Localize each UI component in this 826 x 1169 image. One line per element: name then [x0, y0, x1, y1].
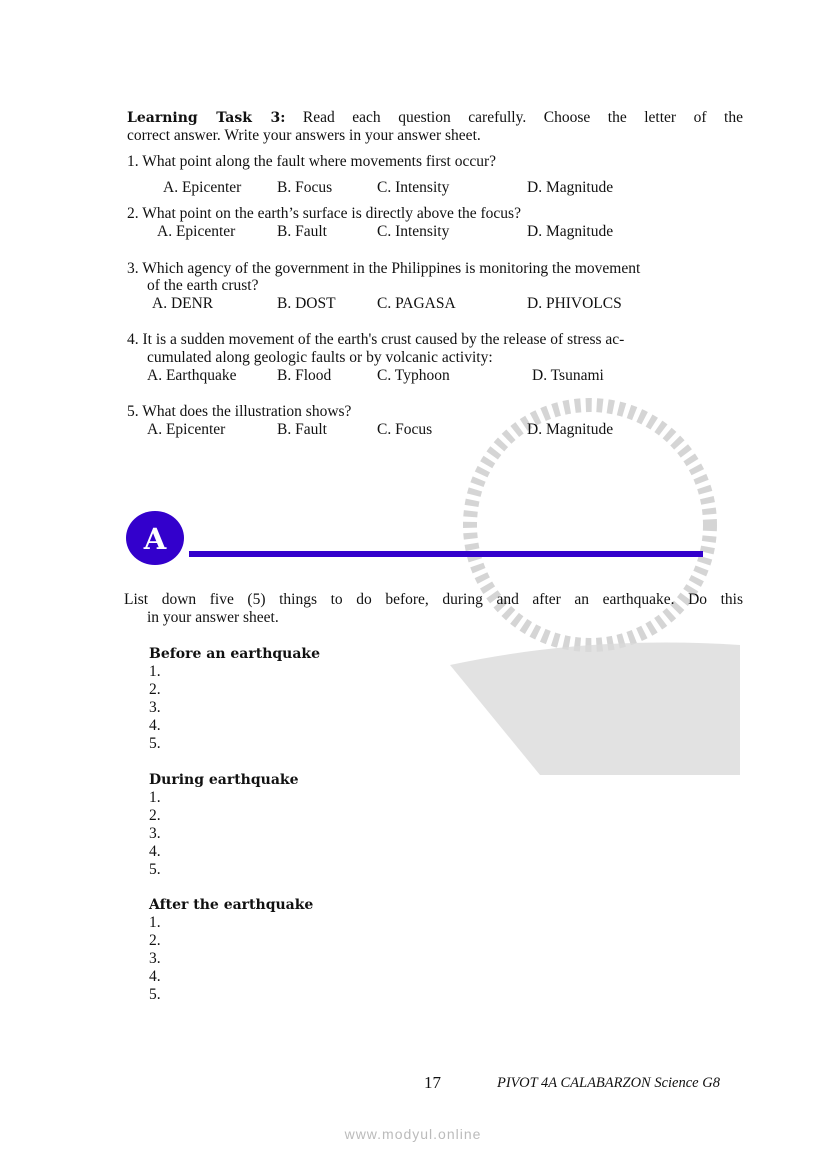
answer-blank-item: 4. — [149, 968, 161, 985]
answer-option: D. PHIVOLCS — [527, 295, 622, 312]
task-intro: Learning Task 3: Read each question carefully. Choose the letter of the — [127, 109, 743, 126]
question-text: 4. It is a sudden movement of the earth's crust caused by the release of stress ac- — [127, 331, 625, 348]
answer-option: C. Typhoon — [377, 367, 450, 384]
answer-option: C. Intensity — [377, 179, 450, 196]
answer-option: B. Focus — [277, 179, 333, 196]
question-text: 5. What does the illustration shows? — [127, 403, 352, 420]
group-heading: During earthquake — [149, 772, 299, 788]
answer-option: B. Flood — [277, 367, 332, 384]
answer-option: D. Magnitude — [527, 179, 614, 196]
answer-option: D. Magnitude — [527, 421, 614, 438]
footer-series: PIVOT 4A CALABARZON Science G8 — [497, 1075, 720, 1091]
answer-blank-item: 5. — [149, 735, 161, 752]
answer-option: A. Epicenter — [147, 421, 226, 438]
answer-blank-item: 2. — [149, 932, 161, 949]
question-text: 3. Which agency of the government in the Philippines is monitoring the movement — [127, 260, 641, 277]
question-text: cumulated along geologic faults or by volcanic activity: — [147, 349, 493, 366]
question-text: 2. What point on the earth’s surface is directly above the focus? — [127, 205, 521, 222]
answer-blank-item: 5. — [149, 986, 161, 1003]
answer-blank-item: 3. — [149, 699, 161, 716]
answer-blank-item: 2. — [149, 807, 161, 824]
answer-blank-item: 1. — [149, 914, 161, 931]
section-divider — [189, 551, 703, 557]
page-number: 17 — [424, 1073, 441, 1092]
answer-blank-item: 4. — [149, 843, 161, 860]
question-text: 1. What point along the fault where movements first occur? — [127, 153, 497, 170]
section-instructions: List down five (5) things to do before, during and after an earthquake. Do this — [124, 591, 743, 608]
group-heading: After the earthquake — [149, 897, 314, 913]
answer-option: B. Fault — [277, 421, 327, 438]
answer-blank-item: 3. — [149, 950, 161, 967]
answer-option: C. Intensity — [377, 223, 450, 240]
answer-blank-item: 4. — [149, 717, 161, 734]
section-badge: A — [126, 511, 184, 565]
answer-option: C. Focus — [377, 421, 433, 438]
answer-option: B. Fault — [277, 223, 327, 240]
answer-option: A. DENR — [152, 295, 214, 312]
answer-option: D. Tsunami — [532, 367, 604, 384]
answer-option: C. PAGASA — [377, 295, 456, 312]
answer-option: A. Epicenter — [163, 179, 242, 196]
question-text: of the earth crust? — [147, 277, 259, 294]
section-instructions-line2: in your answer sheet. — [147, 609, 279, 626]
site-watermark: www.modyul.online — [344, 1126, 482, 1142]
answer-blank-item: 3. — [149, 825, 161, 842]
group-heading: Before an earthquake — [149, 646, 321, 662]
answer-option: A. Epicenter — [157, 223, 236, 240]
answer-blank-item: 2. — [149, 681, 161, 698]
answer-blank-item: 1. — [149, 663, 161, 680]
answer-option: A. Earthquake — [147, 367, 237, 384]
task-intro-line2: correct answer. Write your answers in your answer sheet. — [127, 127, 481, 144]
answer-option: B. DOST — [277, 295, 336, 312]
answer-option: D. Magnitude — [527, 223, 614, 240]
answer-blank-item: 1. — [149, 789, 161, 806]
answer-blank-item: 5. — [149, 861, 161, 878]
faded-stamp-watermark — [440, 385, 740, 775]
